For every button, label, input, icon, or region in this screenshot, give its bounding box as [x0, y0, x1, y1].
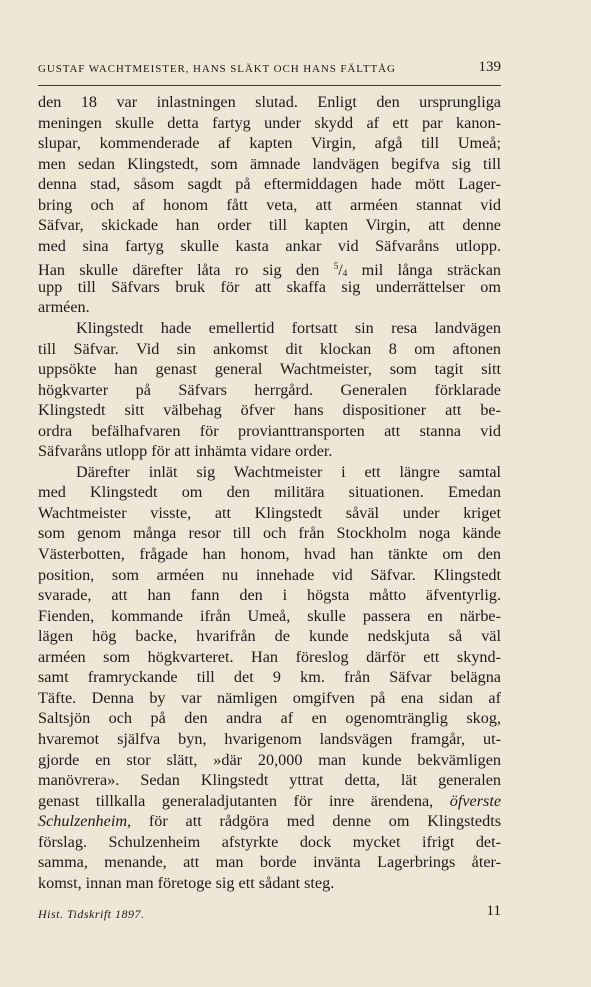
text-line-with-italic	[38, 791, 501, 812]
text-line: Täfte. Denna by var nämligen omgifven på ena sidan af	[38, 688, 501, 707]
text-line: till Säfvar. Vid sin ankomst dit klockan 8 om aftonen	[38, 339, 501, 358]
text-line: högkvarter på Säfvars herrgård. Generalen förklarade	[38, 380, 501, 399]
text-line: meningen skulle detta fartyg under skydd af ett par kanon-	[38, 113, 501, 132]
paragraph-start-line: Därefter inlät sig Wachtmeister i ett längre samtal	[76, 462, 501, 481]
text-line: samma, menande, att man borde invänta Lagerbrings åter-	[38, 853, 501, 872]
text-line: komst, innan man företoge sig ett sådant steg.	[38, 873, 335, 892]
text-line: Västerbotten, frågade han honom, hvad han tänkte om den	[38, 545, 501, 564]
header-rule	[38, 85, 501, 86]
text-segment: Han skulle därefter låta ro sig den	[38, 261, 320, 280]
text-line: Wachtmeister visste, att Klingstedt såväl under kriget	[38, 503, 501, 522]
text-line: arméen.	[38, 298, 90, 317]
text-line: gjorde en stor slätt, »där 20,000 man kunde bekvämligen	[38, 750, 501, 769]
text-line: ordra befälhafvaren för provianttransporten att stanna vid	[38, 421, 501, 440]
text-line: som genom många resor till och från Stockholm noga kände	[38, 524, 501, 543]
text-line: Saltsjön och på den andra af en ogenomtränglig skog,	[38, 709, 501, 728]
text-line: position, som arméen nu innehade vid Säfvar. Klingstedt	[38, 565, 501, 584]
italic-name: Schulzenheim,	[38, 812, 132, 831]
journal-footer: Hist. Tidskrift 1897.	[38, 907, 145, 921]
text-line-with-fraction: Han skulle därefter låta ro sig den $^5/_4$ mil långa sträckan	[38, 261, 501, 280]
text-line: Säfvaråns utlopp för att inhämta vidare order.	[38, 442, 333, 461]
text-line: slupar, kommenderade af kapten Virgin, afgå till Umeå;	[38, 134, 501, 153]
text-line: Säfvar, skickade han order till kapten Virgin, att denne	[38, 216, 501, 235]
text-line: svarade, att han fann den i högsta måtto äfventyrlig.	[38, 586, 501, 605]
text-segment: mil långa sträckan	[361, 261, 501, 280]
text-line: den 18 var inlastningen slutad. Enligt den ursprungliga	[38, 93, 501, 111]
text-line: samt framryckande till det 9 km. från Säfvar belägna	[38, 668, 501, 687]
text-line: lägen hög backe, hvarifrån de kunde nedskjuta så väl	[38, 627, 501, 646]
text-segment: genast tillkalla generaladjutanten för inre ärendena,	[38, 791, 434, 810]
italic-word: öfverste	[449, 791, 502, 810]
signature-mark: 11	[486, 903, 501, 919]
text-line: men sedan Klingstedt, som ämnade landvägen begifva sig till	[38, 154, 501, 173]
text-line-with-italic	[38, 811, 501, 832]
fraction-numerator: 5	[333, 261, 339, 272]
text-line: med sina fartyg skulle kasta ankar vid Säfvaråns utlopp.	[38, 236, 501, 255]
fraction-denominator: 4	[342, 268, 348, 279]
body-text	[38, 92, 501, 893]
text-line: förslag. Schulzenheim afstyrkte dock mycket ifrigt det-	[38, 832, 501, 851]
text-line: hvaremot själfva byn, hvarigenom landsvägen framgår, ut-	[38, 729, 501, 748]
text-line: Klingstedt sitt välbehag öfver hans dispositioner att be-	[38, 401, 501, 420]
page-number: 139	[478, 59, 501, 75]
text-segment: för att rådgöra med denne om Klingstedts	[148, 812, 502, 831]
text-line: bring och af honom fått veta, att arméen stannat vid	[38, 195, 501, 214]
text-line: arméen som högkvarteret. Han föreslog därför ett skynd-	[38, 647, 501, 666]
text-line: uppsökte han genast general Wachtmeister, som tagit sitt	[38, 360, 501, 379]
text-line: Fienden, kommande ifrån Umeå, skulle passera en närbe-	[38, 606, 501, 625]
paragraph-start-line: Klingstedt hade emellertid fortsatt sin resa landvägen	[76, 319, 501, 338]
text-line: denna stad, såsom sagdt på eftermiddagen hade mött Lager-	[38, 175, 501, 194]
text-line: upp till Säfvars bruk för att skaffa sig underrättelser om	[38, 277, 501, 296]
text-line: manövrera». Sedan Klingstedt yttrat detta, lät generalen	[38, 771, 501, 790]
running-title: GUSTAF WACHTMEISTER, HANS SLÄKT OCH HANS FÄLTTÅG	[38, 63, 396, 75]
text-line: med Klingstedt om den militära situationen. Emedan	[38, 483, 501, 502]
